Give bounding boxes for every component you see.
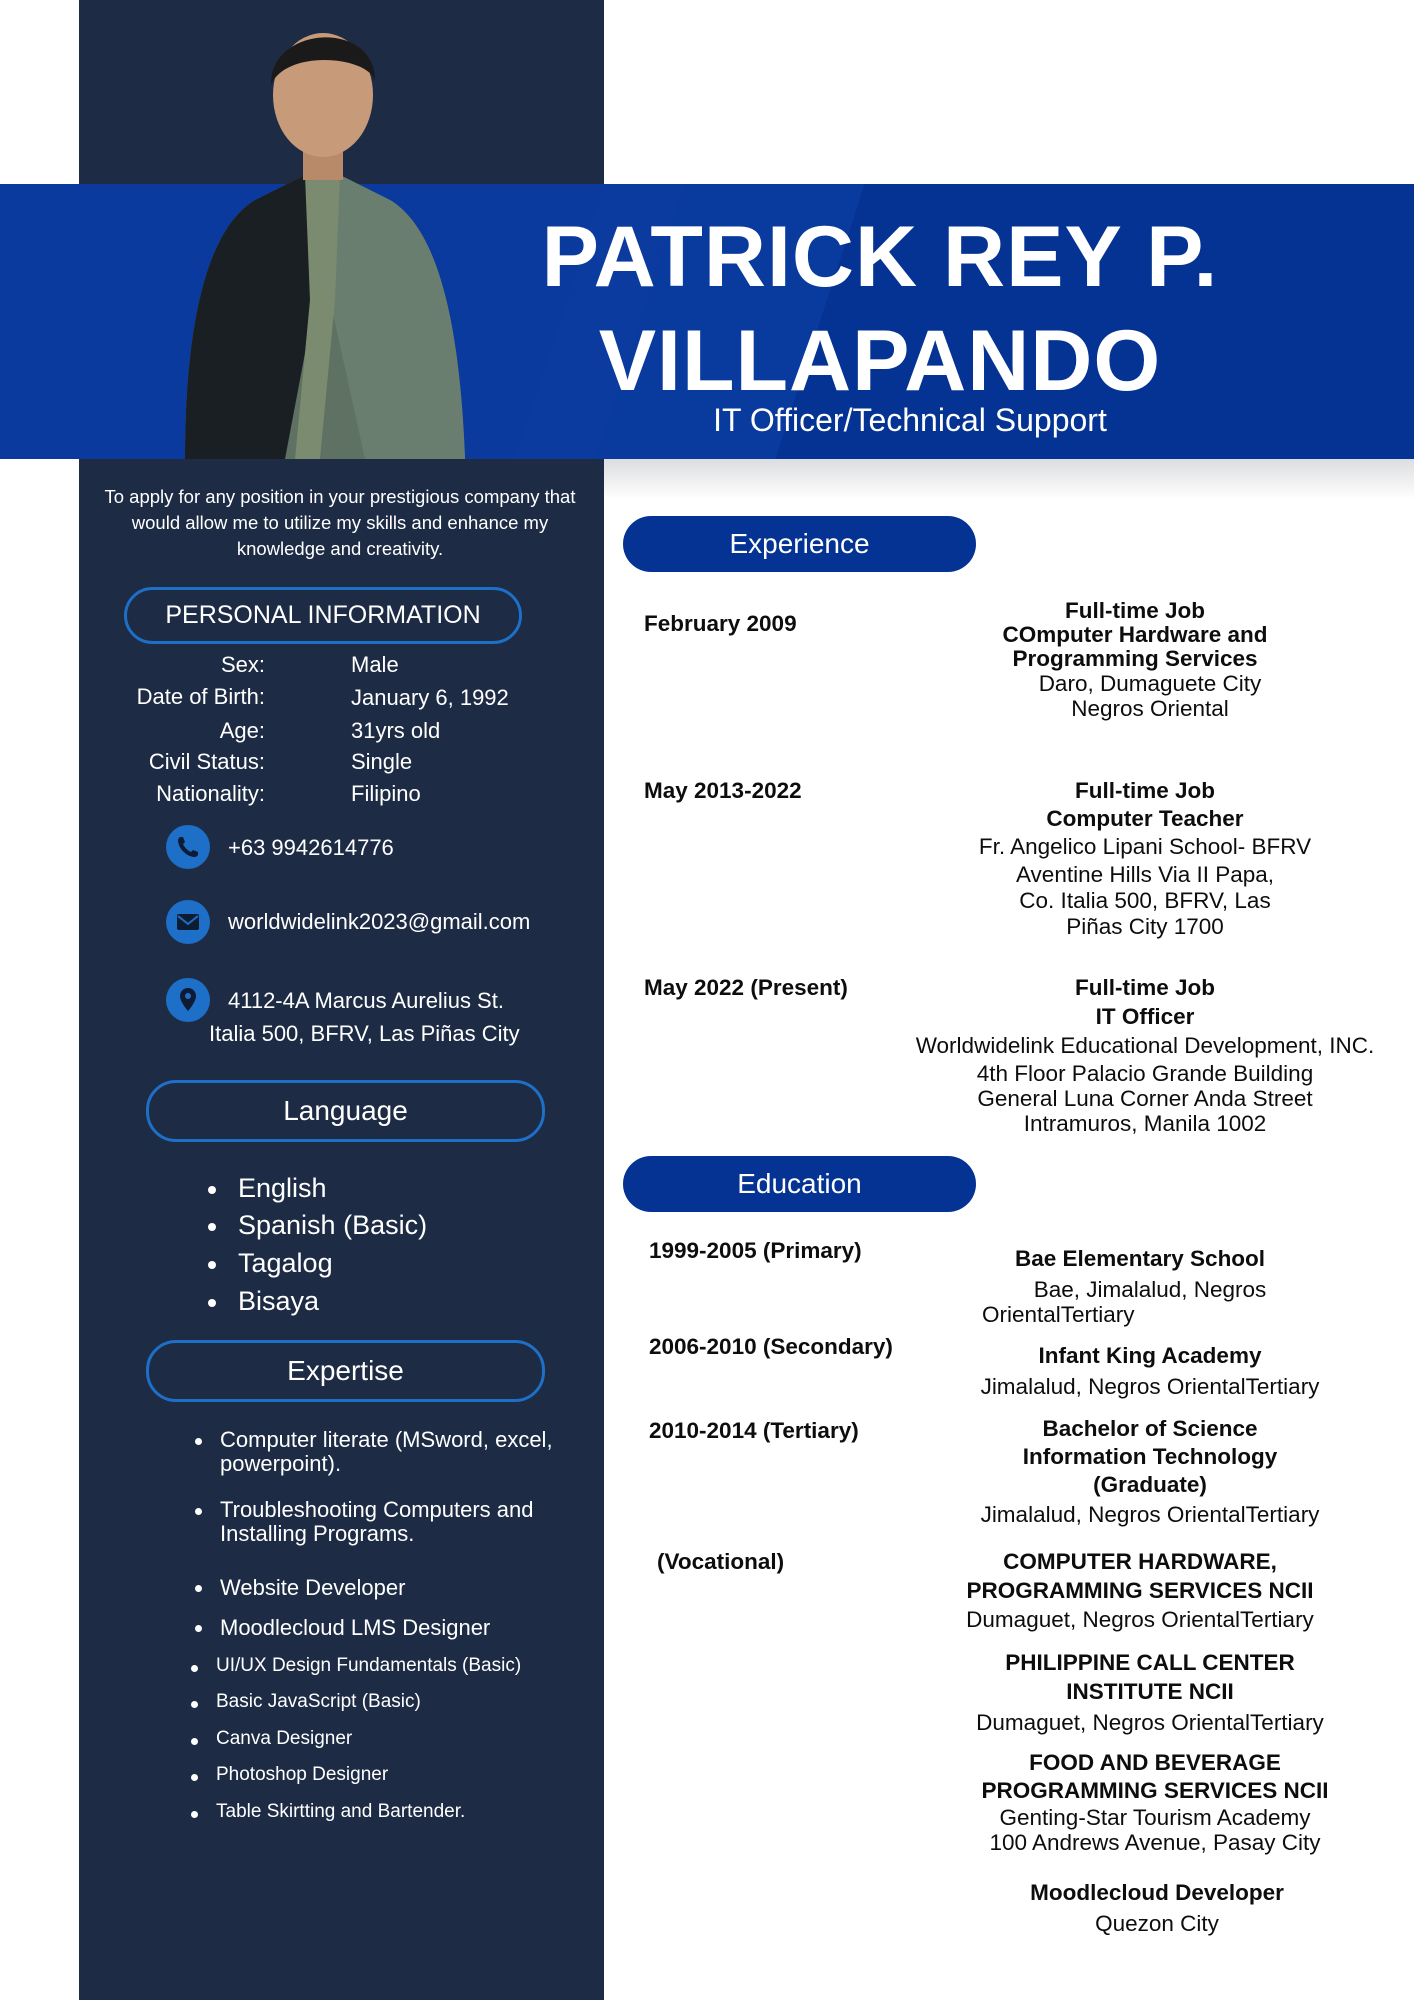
info-value-dob: January 6, 1992 (351, 685, 509, 710)
candidate-name-line2: VILLAPANDO (598, 313, 1162, 409)
education-school (940, 1246, 1340, 1271)
experience-type (955, 598, 1315, 623)
language-item: Tagalog (238, 1248, 333, 1278)
experience-detail: Intramuros, Manila 1002 (1023, 1111, 1267, 1136)
phone-icon (166, 825, 210, 869)
expertise-item: Computer literate (MSword, excel, powerpoint). (220, 1428, 560, 1476)
experience-heading (623, 516, 976, 572)
experience-detail: Worldwidelink Educational Development, INC. (915, 1033, 1375, 1058)
language-heading (146, 1080, 545, 1142)
info-value-civil-status: Single (351, 749, 413, 774)
education-date: 2006-2010 (Secondary) (649, 1334, 893, 1359)
education-detail: OrientalTertiary (982, 1302, 1135, 1327)
expertise-item: Photoshop Designer (216, 1764, 389, 1785)
experience-type-text: Full-time Job (1065, 598, 1205, 623)
experience-title-text: COmputer Hardware and Programming Services (1002, 622, 1268, 671)
experience-detail: Fr. Angelico Lipani School- BFRV (978, 834, 1312, 859)
info-value-nationality: Filipino (351, 781, 421, 806)
expertise-item: Troubleshooting Computers and Installing Programs. (220, 1498, 560, 1546)
experience-date: February 2009 (644, 611, 797, 636)
education-detail: Jimalalud, Negros OrientalTertiary (980, 1502, 1320, 1527)
education-entry (955, 1749, 1355, 1855)
experience-type-text: Full-time Job (1075, 778, 1215, 803)
experience-title-text: IT Officer (1095, 1004, 1195, 1029)
experience-type-text: Full-time Job (1075, 975, 1215, 1000)
education-entry (940, 1246, 1340, 1327)
experience-entry (950, 778, 1340, 940)
experience-detail: Negros Oriental (1071, 696, 1229, 721)
experience-date: May 2013-2022 (644, 778, 802, 803)
candidate-name (520, 205, 1240, 413)
experience-detail: 4th Floor Palacio Grande Building (976, 1061, 1314, 1086)
experience-title-text: Computer Teacher (1046, 806, 1244, 831)
education-detail: Genting-Star Tourism Academy (999, 1805, 1311, 1830)
expertise-item: Basic JavaScript (Basic) (216, 1691, 421, 1712)
education-school (950, 1648, 1350, 1706)
candidate-name-line1: PATRICK REY P. (541, 209, 1219, 305)
language-heading-text: Language (283, 1095, 408, 1126)
education-detail: Dumaguet, Negros OrientalTertiary (976, 1710, 1324, 1735)
education-school (957, 1877, 1357, 1908)
experience-detail: Co. Italia 500, BFRV, Las (1019, 888, 1271, 913)
expertise-heading (146, 1340, 545, 1402)
education-detail: Dumaguet, Negros OrientalTertiary (966, 1607, 1314, 1632)
personal-info-heading (124, 587, 522, 644)
location-icon (166, 978, 210, 1022)
info-label-sex: Sex: (220, 652, 265, 677)
education-school-text: Bachelor of Science Information Technology (Graduate) (1022, 1416, 1278, 1497)
education-school (940, 1547, 1340, 1605)
info-value-sex: Male (351, 652, 399, 677)
education-school-text: PHILIPPINE CALL CENTER INSTITUTE NCII (1005, 1650, 1295, 1704)
education-school-text: COMPUTER HARDWARE, PROGRAMMING SERVICES NCII (966, 1549, 1314, 1603)
candidate-role: IT Officer/Technical Support (713, 402, 1107, 438)
education-entry (950, 1343, 1350, 1399)
language-item: English (238, 1173, 327, 1203)
expertise-item: UI/UX Design Fundamentals (Basic) (216, 1655, 522, 1676)
expertise-item: Website Developer (220, 1575, 406, 1600)
experience-heading-text: Experience (729, 528, 870, 559)
experience-detail: Aventine Hills Via II Papa, (1015, 862, 1275, 887)
experience-entry (870, 975, 1414, 1136)
education-heading-text: Education (737, 1168, 862, 1199)
expertise-item: Table Skirtting and Bartender. (216, 1801, 466, 1822)
personal-info-heading-text: PERSONAL INFORMATION (165, 601, 481, 629)
education-school (970, 1415, 1330, 1499)
education-entry (970, 1415, 1330, 1529)
experience-title (955, 623, 1315, 671)
education-school (955, 1749, 1355, 1805)
experience-type (950, 778, 1340, 804)
education-school-text: FOOD AND BEVERAGE PROGRAMMING SERVICES NCII (981, 1750, 1329, 1803)
info-label-nationality: Nationality: (156, 781, 265, 806)
education-date: (Vocational) (657, 1549, 785, 1574)
expertise-item: Moodlecloud LMS Designer (220, 1615, 491, 1640)
language-item: Spanish (Basic) (238, 1210, 428, 1240)
email-address: worldwidelink2023@gmail.com (228, 909, 531, 934)
education-date: 2010-2014 (Tertiary) (649, 1418, 859, 1443)
education-entry (940, 1547, 1340, 1634)
education-school-text: Infant King Academy (1038, 1343, 1262, 1368)
experience-type (870, 975, 1414, 1000)
education-date: 1999-2005 (Primary) (649, 1238, 862, 1263)
experience-detail: General Luna Corner Anda Street (977, 1086, 1313, 1111)
info-label-age: Age: (219, 718, 265, 743)
expertise-item: Canva Designer (216, 1728, 353, 1749)
info-label-civil-status: Civil Status: (148, 749, 265, 774)
email-icon (166, 900, 210, 944)
education-detail: Jimalalud, Negros OrientalTertiary (980, 1374, 1320, 1399)
education-school (950, 1343, 1350, 1368)
experience-title (950, 806, 1340, 832)
banner-shadow (604, 459, 1414, 499)
education-detail: Bae, Jimalalud, Negros (1033, 1277, 1267, 1302)
profile-photo (165, 0, 480, 459)
address-line2: Italia 500, BFRV, Las Piñas City (209, 1021, 520, 1046)
experience-detail: Daro, Dumaguete City (1038, 671, 1262, 696)
education-entry (950, 1648, 1350, 1737)
phone-number: +63 9942614776 (228, 835, 394, 860)
education-school-text: Bae Elementary School (1014, 1246, 1266, 1271)
objective-text: To apply for any position in your prestigious company that would allow me to utilize my skills and enhance my knowledge and creativity. (104, 486, 576, 559)
experience-title (870, 1004, 1414, 1029)
info-label-dob: Date of Birth: (136, 684, 265, 709)
experience-date: May 2022 (Present) (644, 975, 848, 1000)
experience-entry (955, 598, 1315, 721)
expertise-heading-text: Expertise (287, 1355, 404, 1386)
education-entry (957, 1877, 1357, 1939)
info-value-age: 31yrs old (351, 718, 441, 743)
address-line1: 4112-4A Marcus Aurelius St. (228, 988, 504, 1013)
education-heading (623, 1156, 976, 1212)
experience-detail: Piñas City 1700 (1066, 914, 1224, 939)
language-item: Bisaya (238, 1286, 320, 1316)
education-detail: 100 Andrews Avenue, Pasay City (989, 1830, 1321, 1855)
education-detail: Quezon City (1095, 1911, 1219, 1936)
education-school-text: Moodlecloud Developer (1030, 1880, 1284, 1905)
